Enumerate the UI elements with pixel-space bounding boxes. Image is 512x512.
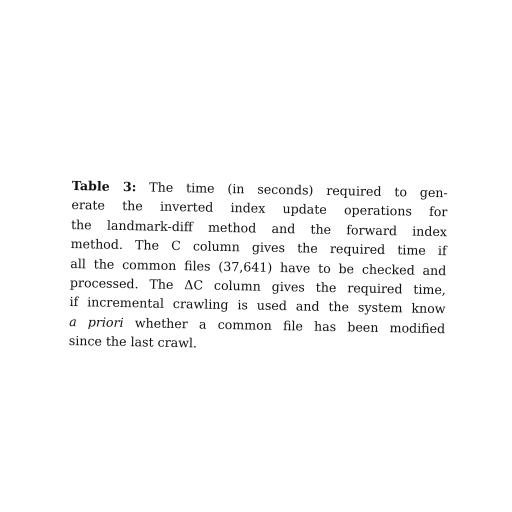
caption-line-5: all the common files (37,641) have to be checked and <box>70 255 447 278</box>
caption-line-1-text: The time (in seconds) required to gen- <box>149 179 448 201</box>
caption-italic-a-priori: a priori <box>69 313 124 330</box>
caption-line-9: since the last crawl. <box>68 333 198 351</box>
caption-line-6: processed. The ΔC column gives the required time, <box>69 275 447 298</box>
caption-line-4: method. The C column gives the required time if <box>70 236 447 259</box>
caption-line-3: the landmark-diff method and the forward index <box>70 216 448 240</box>
caption-label: Table 3: <box>71 177 137 195</box>
table-caption <box>69 176 448 358</box>
caption-line-7: if incremental crawling is used and the system know <box>69 294 446 317</box>
caption-line-2: erate the inverted index update operations for <box>71 197 448 220</box>
caption-line-8-rest: whether a common file has been modified <box>123 314 446 337</box>
